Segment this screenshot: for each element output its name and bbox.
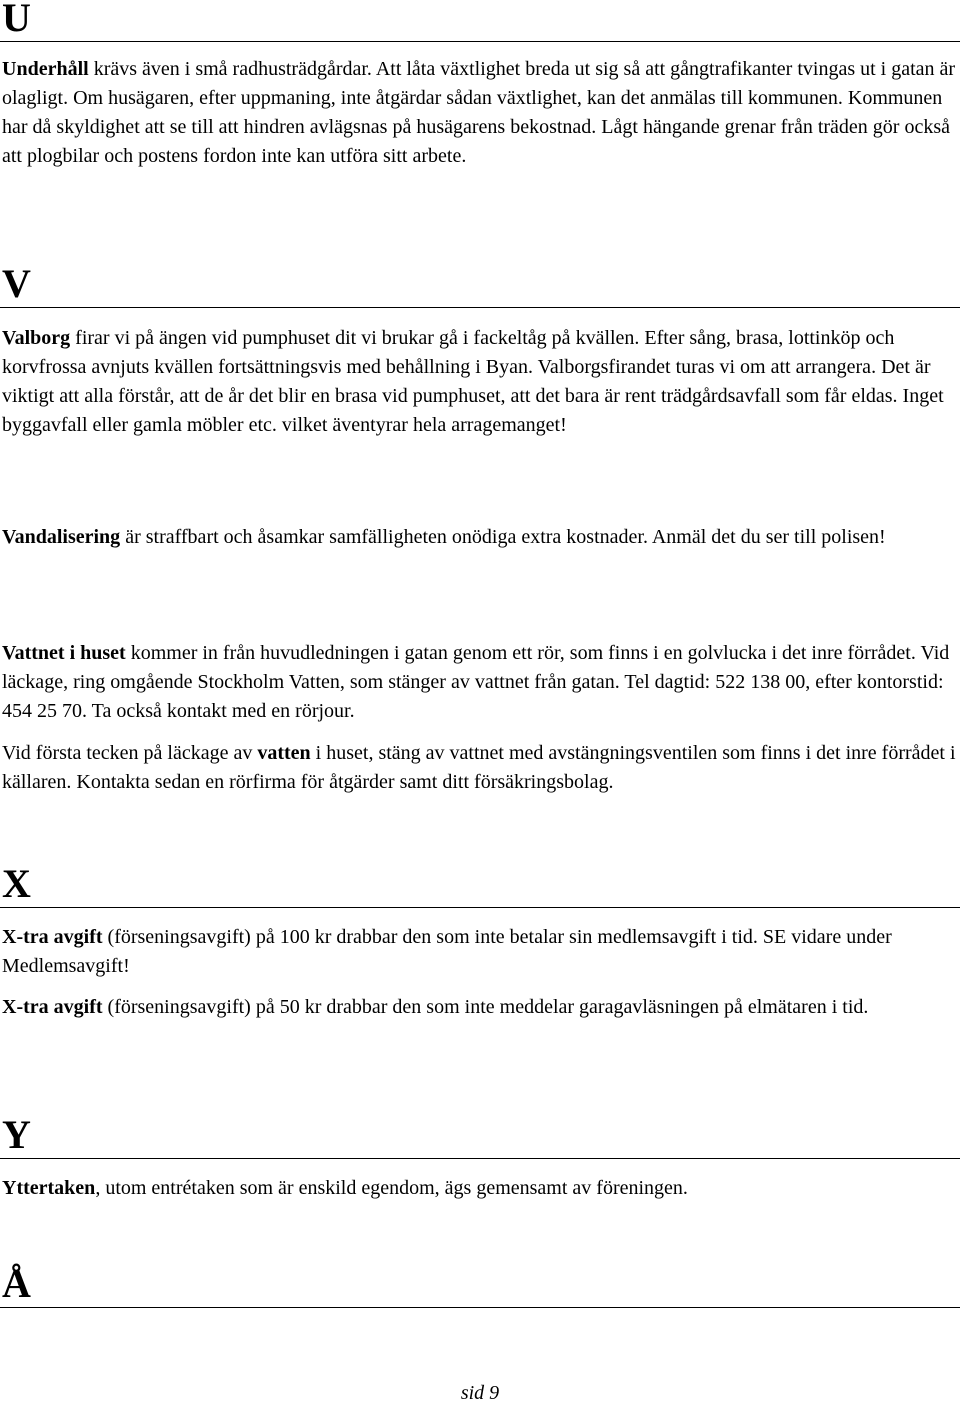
section-divider <box>0 1158 960 1159</box>
entry-text: firar vi på ängen vid pumphuset dit vi brukar gå i fackeltåg på kvällen. Efter sång, brasa, lottinköp och korvfrossa avnjuts kvällen fortsättningsvis med behållning i Byan. Valborgsfirandet turas vi om att arrangera. Det är viktigt att alla förstår, att de år det blir en brasa vid pumphuset, att det bara är rent trädgårdsavfall som får eldas. Inget byggavfall eller gamla möbler etc. vilket äventyrar hela arragemanget! <box>2 327 944 436</box>
section-letter: U <box>2 0 31 40</box>
entry-text: krävs även i små radhusträdgårdar. Att låta växtlighet breda ut sig så att gångtrafikanter tvingas ut i gatan är olagligt. Om husägaren, efter uppmaning, inte åtgärdar sådan växtlighet, kan det anmälas till kommunen. Kommunen har då skyldighet att se till att hindren avlägsnas på husägarens bekostnad. Lågt hängande grenar från träden gör också att plogbilar och postens fordon inte kan utföra sitt arbete. <box>2 58 956 167</box>
section-letter: Å <box>2 1261 31 1306</box>
entry-term: Vandalisering <box>2 526 121 548</box>
page-number: sid 9 <box>460 1382 500 1404</box>
section-heading-v <box>0 262 960 308</box>
entry-text: är straffbart och åsamkar samfälligheten onödiga extra kostnader. Anmäl det du ser till polisen! <box>120 526 886 548</box>
section-letter: X <box>2 861 31 906</box>
entry-paragraph <box>2 1174 958 1203</box>
entry-paragraph <box>2 639 958 726</box>
section-letter: Y <box>2 1112 31 1157</box>
entry-term: Vattnet i huset <box>2 642 126 664</box>
section-heading-y <box>0 1105 960 1159</box>
section-letter: V <box>2 261 31 306</box>
entry-text: (förseningsavgift) på 100 kr drabbar den som inte betalar sin medlemsavgift i tid. SE vidare under Medlemsavgift! <box>2 926 892 977</box>
entry-paragraph <box>2 739 958 797</box>
section-divider <box>0 41 960 42</box>
entry-term: vatten <box>257 742 311 764</box>
entry-term: X-tra avgift <box>2 996 103 1018</box>
entry-term: Valborg <box>2 327 71 349</box>
section-divider <box>0 907 960 908</box>
entry-term: Underhåll <box>2 58 89 80</box>
entry-paragraph <box>2 923 958 981</box>
entry-paragraph <box>2 523 958 552</box>
section-heading-u <box>0 0 960 42</box>
entry-paragraph <box>2 324 958 440</box>
section-heading-aa <box>0 1252 960 1308</box>
entry-paragraph <box>2 55 958 171</box>
section-heading-x <box>0 852 960 908</box>
entry-text: , utom entrétaken som är enskild egendom, ägs gemensamt av föreningen. <box>95 1177 688 1199</box>
entry-text: i huset, stäng av vattnet med avstängningsventilen som finns i det inre förrådet i källaren. Kontakta sedan en rörfirma för åtgärder samt ditt försäkringsbolag. <box>2 742 956 793</box>
section-divider <box>0 307 960 308</box>
section-divider <box>0 1307 960 1308</box>
entry-text: (förseningsavgift) på 50 kr drabbar den som inte meddelar garagavläsningen på elmätaren i tid. <box>102 996 869 1018</box>
entry-term: X-tra avgift <box>2 926 103 948</box>
entry-text-before: Vid första tecken på läckage av <box>2 742 258 764</box>
entry-paragraph <box>2 993 958 1022</box>
entry-text: kommer in från huvudledningen i gatan genom ett rör, som finns i en golvlucka i det inre förrådet. Vid läckage, ring omgående Stockholm Vatten, som stänger av vattnet från gatan. Tel dagtid: 522 138 00, efter kontorstid: 454 25 70. Ta också kontakt med en rörjour. <box>2 642 950 722</box>
entry-term: Yttertaken <box>2 1177 96 1199</box>
